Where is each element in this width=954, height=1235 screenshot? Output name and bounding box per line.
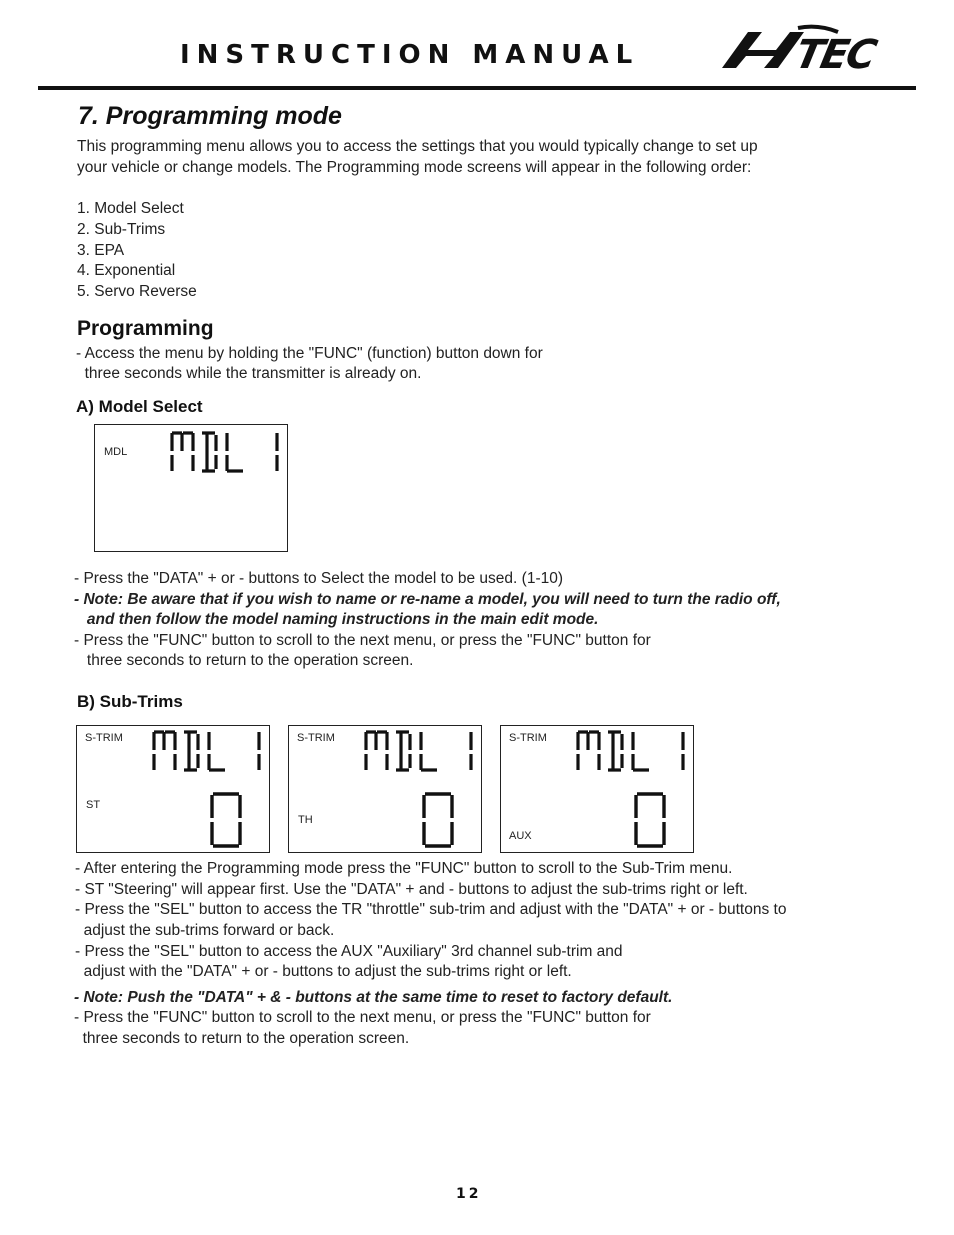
order-list-item: 1. Model Select — [77, 200, 184, 217]
lcd-value-display — [421, 792, 455, 848]
sub-trims-text: - Press the "SEL" button to access the AUX "Auxiliary" 3rd channel sub-trim and — [75, 943, 623, 960]
sub-trims-text: - Press the "SEL" button to access the TR "throttle" sub-trim and adjust with the "DATA" + or - buttons to — [75, 901, 787, 918]
sub-trims-text: - After entering the Programming mode press the "FUNC" button to scroll to the Sub-Trim menu. — [75, 860, 733, 877]
header-divider — [38, 86, 916, 90]
order-list-item: 5. Servo Reverse — [77, 283, 197, 300]
lcd-subtrim-throttle — [288, 725, 482, 853]
lcd-top-label: S-TRIM — [85, 732, 123, 744]
lcd-label: MDL — [104, 446, 128, 458]
programming-heading: Programming — [77, 317, 214, 340]
lcd-segment-display — [575, 730, 689, 774]
order-list-item: 3. EPA — [77, 242, 125, 259]
programming-text: three seconds while the transmitter is already on. — [76, 365, 422, 382]
sub-trims-text: - ST "Steering" will appear first. Use the "DATA" + and - buttons to adjust the sub-trims right or left. — [75, 881, 748, 898]
lcd-subtrim-steering — [76, 725, 270, 853]
model-select-note: - Note: Be aware that if you wish to name or re-name a model, you will need to turn the radio off, — [74, 591, 781, 608]
model-select-text: three seconds to return to the operation screen. — [74, 652, 414, 669]
lcd-subtrim-aux — [500, 725, 694, 853]
lcd-top-label: S-TRIM — [297, 732, 335, 744]
lcd-bottom-label: AUX — [509, 830, 532, 842]
sub-trims-heading: B) Sub-Trims — [77, 692, 183, 711]
intro-text: your vehicle or change models. The Programming mode screens will appear in the following order: — [77, 159, 752, 176]
sub-trims-text: - Press the "FUNC" button to scroll to the next menu, or press the "FUNC" button for — [74, 1009, 651, 1026]
manual-title: INSTRUCTION MANUAL — [180, 40, 640, 70]
lcd-bottom-label: TH — [298, 814, 313, 826]
lcd-bottom-label: ST — [86, 799, 101, 811]
lcd-model-select — [94, 424, 288, 552]
sub-trims-text: adjust the sub-trims forward or back. — [75, 922, 335, 939]
page-number: 12 — [456, 1186, 482, 1202]
model-select-text: - Press the "FUNC" button to scroll to the next menu, or press the "FUNC" button for — [74, 632, 651, 649]
model-select-text: - Press the "DATA" + or - buttons to Select the model to be used. (1-10) — [74, 570, 564, 587]
logo-text: TEC — [791, 32, 879, 78]
order-list-item: 2. Sub-Trims — [77, 221, 166, 238]
section-title: 7. Programming mode — [78, 102, 342, 130]
lcd-segment-display — [363, 730, 477, 774]
sub-trims-text: adjust with the "DATA" + or - buttons to adjust the sub-trims right or left. — [75, 963, 572, 980]
programming-text: - Access the menu by holding the "FUNC" (function) button down for — [76, 345, 543, 362]
lcd-top-label: S-TRIM — [509, 732, 547, 744]
order-list-item: 4. Exponential — [77, 262, 176, 279]
lcd-segment-display — [151, 730, 265, 774]
lcd-value-display — [633, 792, 667, 848]
sub-trims-text: three seconds to return to the operation screen. — [74, 1030, 410, 1047]
sub-trims-note: - Note: Push the "DATA" + & - buttons at the same time to reset to factory default. — [74, 989, 673, 1006]
intro-text: This programming menu allows you to access the settings that you would typically change to set up — [77, 138, 758, 155]
model-select-heading: A) Model Select — [76, 397, 203, 416]
model-select-note: and then follow the model naming instructions in the main edit mode. — [74, 611, 599, 628]
hitec-logo — [718, 24, 890, 78]
lcd-value-display — [209, 792, 243, 848]
lcd-segment-display — [169, 431, 283, 475]
